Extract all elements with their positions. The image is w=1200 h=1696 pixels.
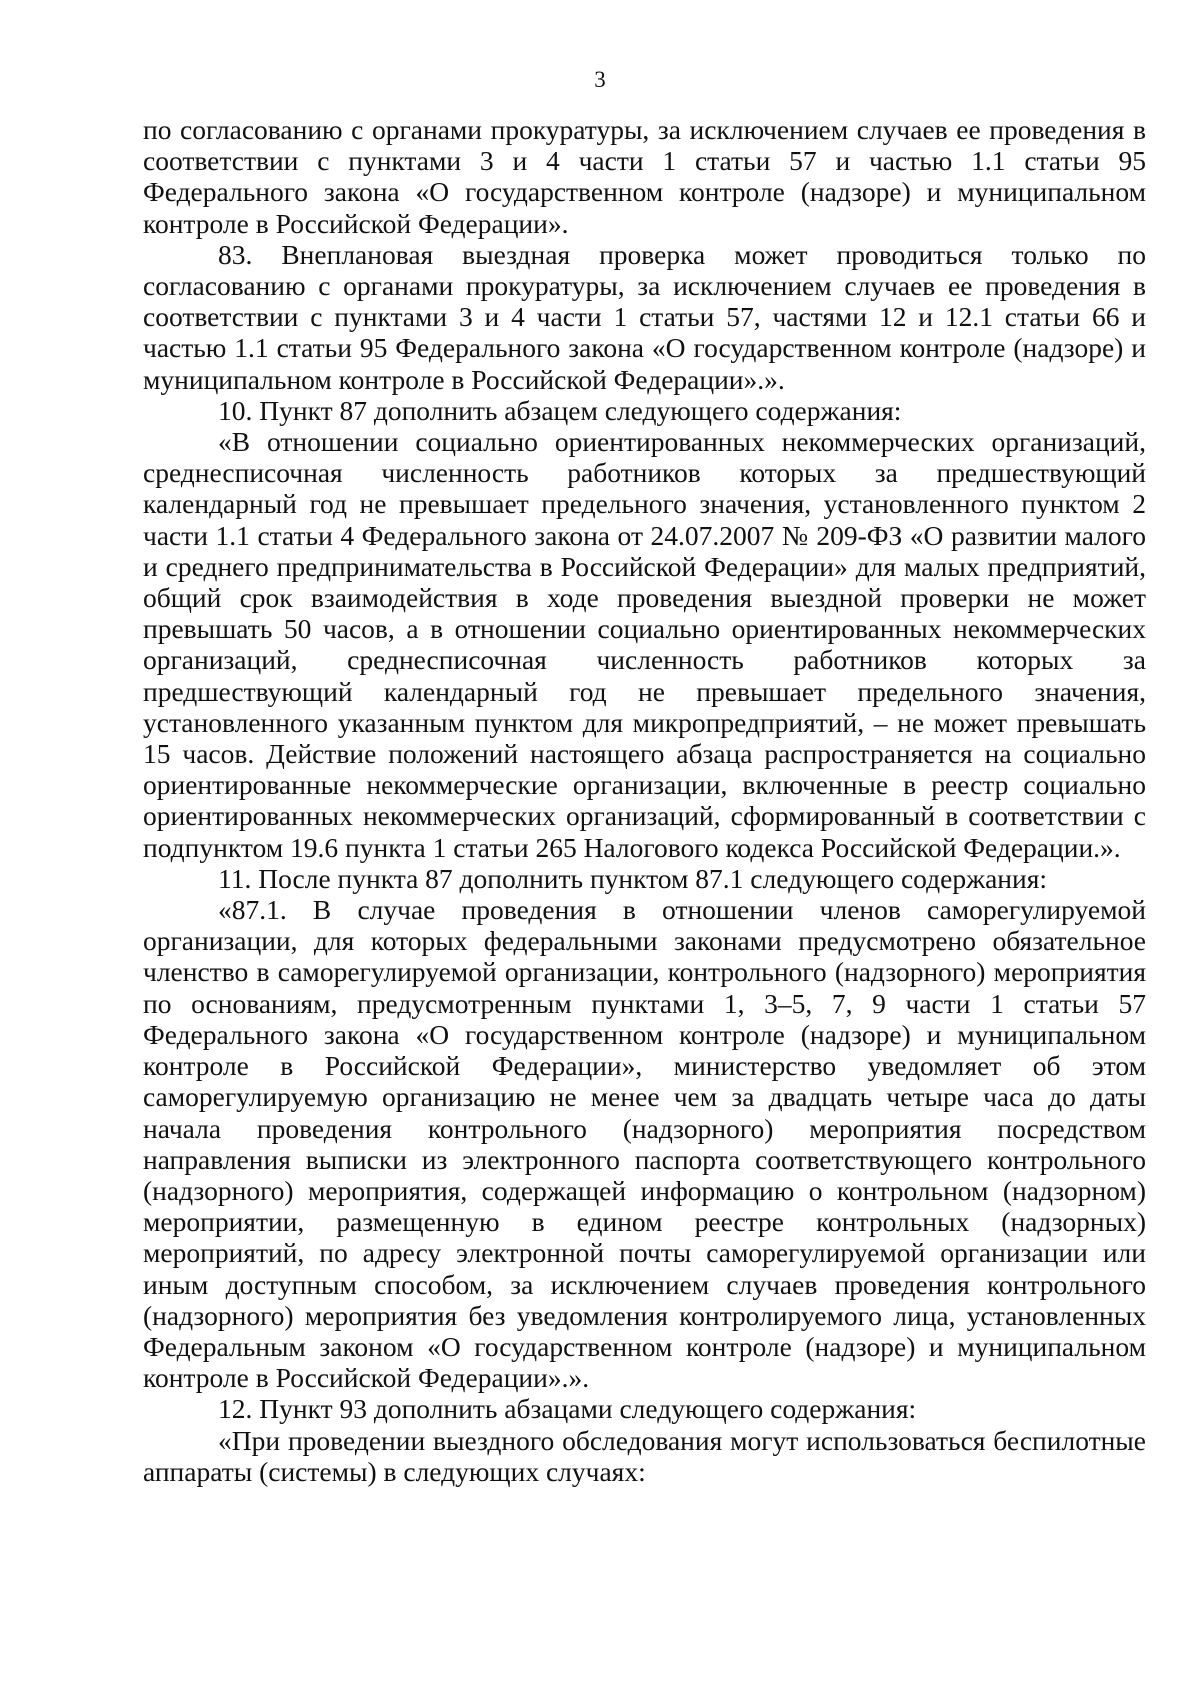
paragraph-amendment-12: 12. Пункт 93 дополнить абзацами следующего содержания: [218,1393,917,1425]
page-number: 3 [594,67,606,92]
paragraph-item-87-1: «87.1. В случае проведения в отношении членов саморегулируемой организации, для которых федеральными законами предусмотрено обязательное членство в саморегулируемой организации, контрольного (надзорного) мероприятия по основаниям, предусмотренным пунктами 1, 3–5, 7, 9 части 1 статьи 57 Федерального закона «О государственном контроле (надзоре) и муниципальном контроле в Российской Федерации», министерство уведомляет об этом саморегулируемую организацию не менее чем за двадцать четыре часа до даты начала проведения контрольного (надзорного) мероприятия посредством направления выписки из электронного паспорта соответствующего контрольного (надзорного) мероприятия, содержащей информацию о контрольном (надзорном) мероприятии, размещенную в едином реестре контрольных (надзорных) мероприятий, по адресу электронной почты саморегулируемой организации или иным доступным способом, за исключением случаев проведения контрольного (надзорного) мероприятия без уведомления контролируемого лица, установленных Федеральным законом «О государственном контроле (надзоре) и муниципальном контроле в Российской Федерации».». [143,894,1146,1394]
paragraph-amendment-11: 11. После пункта 87 дополнить пунктом 87.1 следующего содержания: [218,862,1048,894]
paragraph-amendment-10: 10. Пункт 87 дополнить абзацем следующего содержания: [218,394,902,426]
paragraph-continuation: по согласованию с органами прокуратуры, за исключением случаев ее проведения в соответствии с пунктами 3 и 4 части 1 статьи 57 и частью 1.1 статьи 95 Федерального закона «О государственном контроле (надзоре) и муниципальном контроле в Российской Федерации». [143,114,1146,239]
document-body [143,114,1146,1487]
paragraph-item-83: 83. Внеплановая выездная проверка может проводиться только по согласованию с органами прокуратуры, за исключением случаев ее проведения в соответствии с пунктами 3 и 4 части 1 статьи 57, частями 12 и 12.1 статьи 66 и частью 1.1 статьи 95 Федерального закона «О государственном контроле (надзоре) и муниципальном контроле в Российской Федерации».». [143,238,1146,395]
paragraph-quoted-text-93: «При проведении выездного обследования могут использоваться беспилотные аппараты (системы) в следующих случаях: [143,1424,1146,1487]
paragraph-quoted-text-87: «В отношении социально ориентированных некоммерческих организаций, среднесписочная численность работников которых за предшествующий календарный год не превышает предельного значения, установленного пунктом 2 части 1.1 статьи 4 Федерального закона от 24.07.2007 № 209-ФЗ «О развитии малого и среднего предпринимательства в Российской Федерации» для малых предприятий, общий срок взаимодействия в ходе проведения выездной проверки не может превышать 50 часов, а в отношении социально ориентированных некоммерческих организаций, среднесписочная численность работников которых за предшествующий календарный год не превышает предельного значения, установленного указанным пунктом для микропредприятий, – не может превышать 15 часов. Действие положений настоящего абзаца распространяется на социально ориентированные некоммерческие организации, включенные в реестр социально ориентированных некоммерческих организаций, сформированный в соответствии с подпунктом 19.6 пункта 1 статьи 265 Налогового кодекса Российской Федерации.». [143,426,1146,863]
